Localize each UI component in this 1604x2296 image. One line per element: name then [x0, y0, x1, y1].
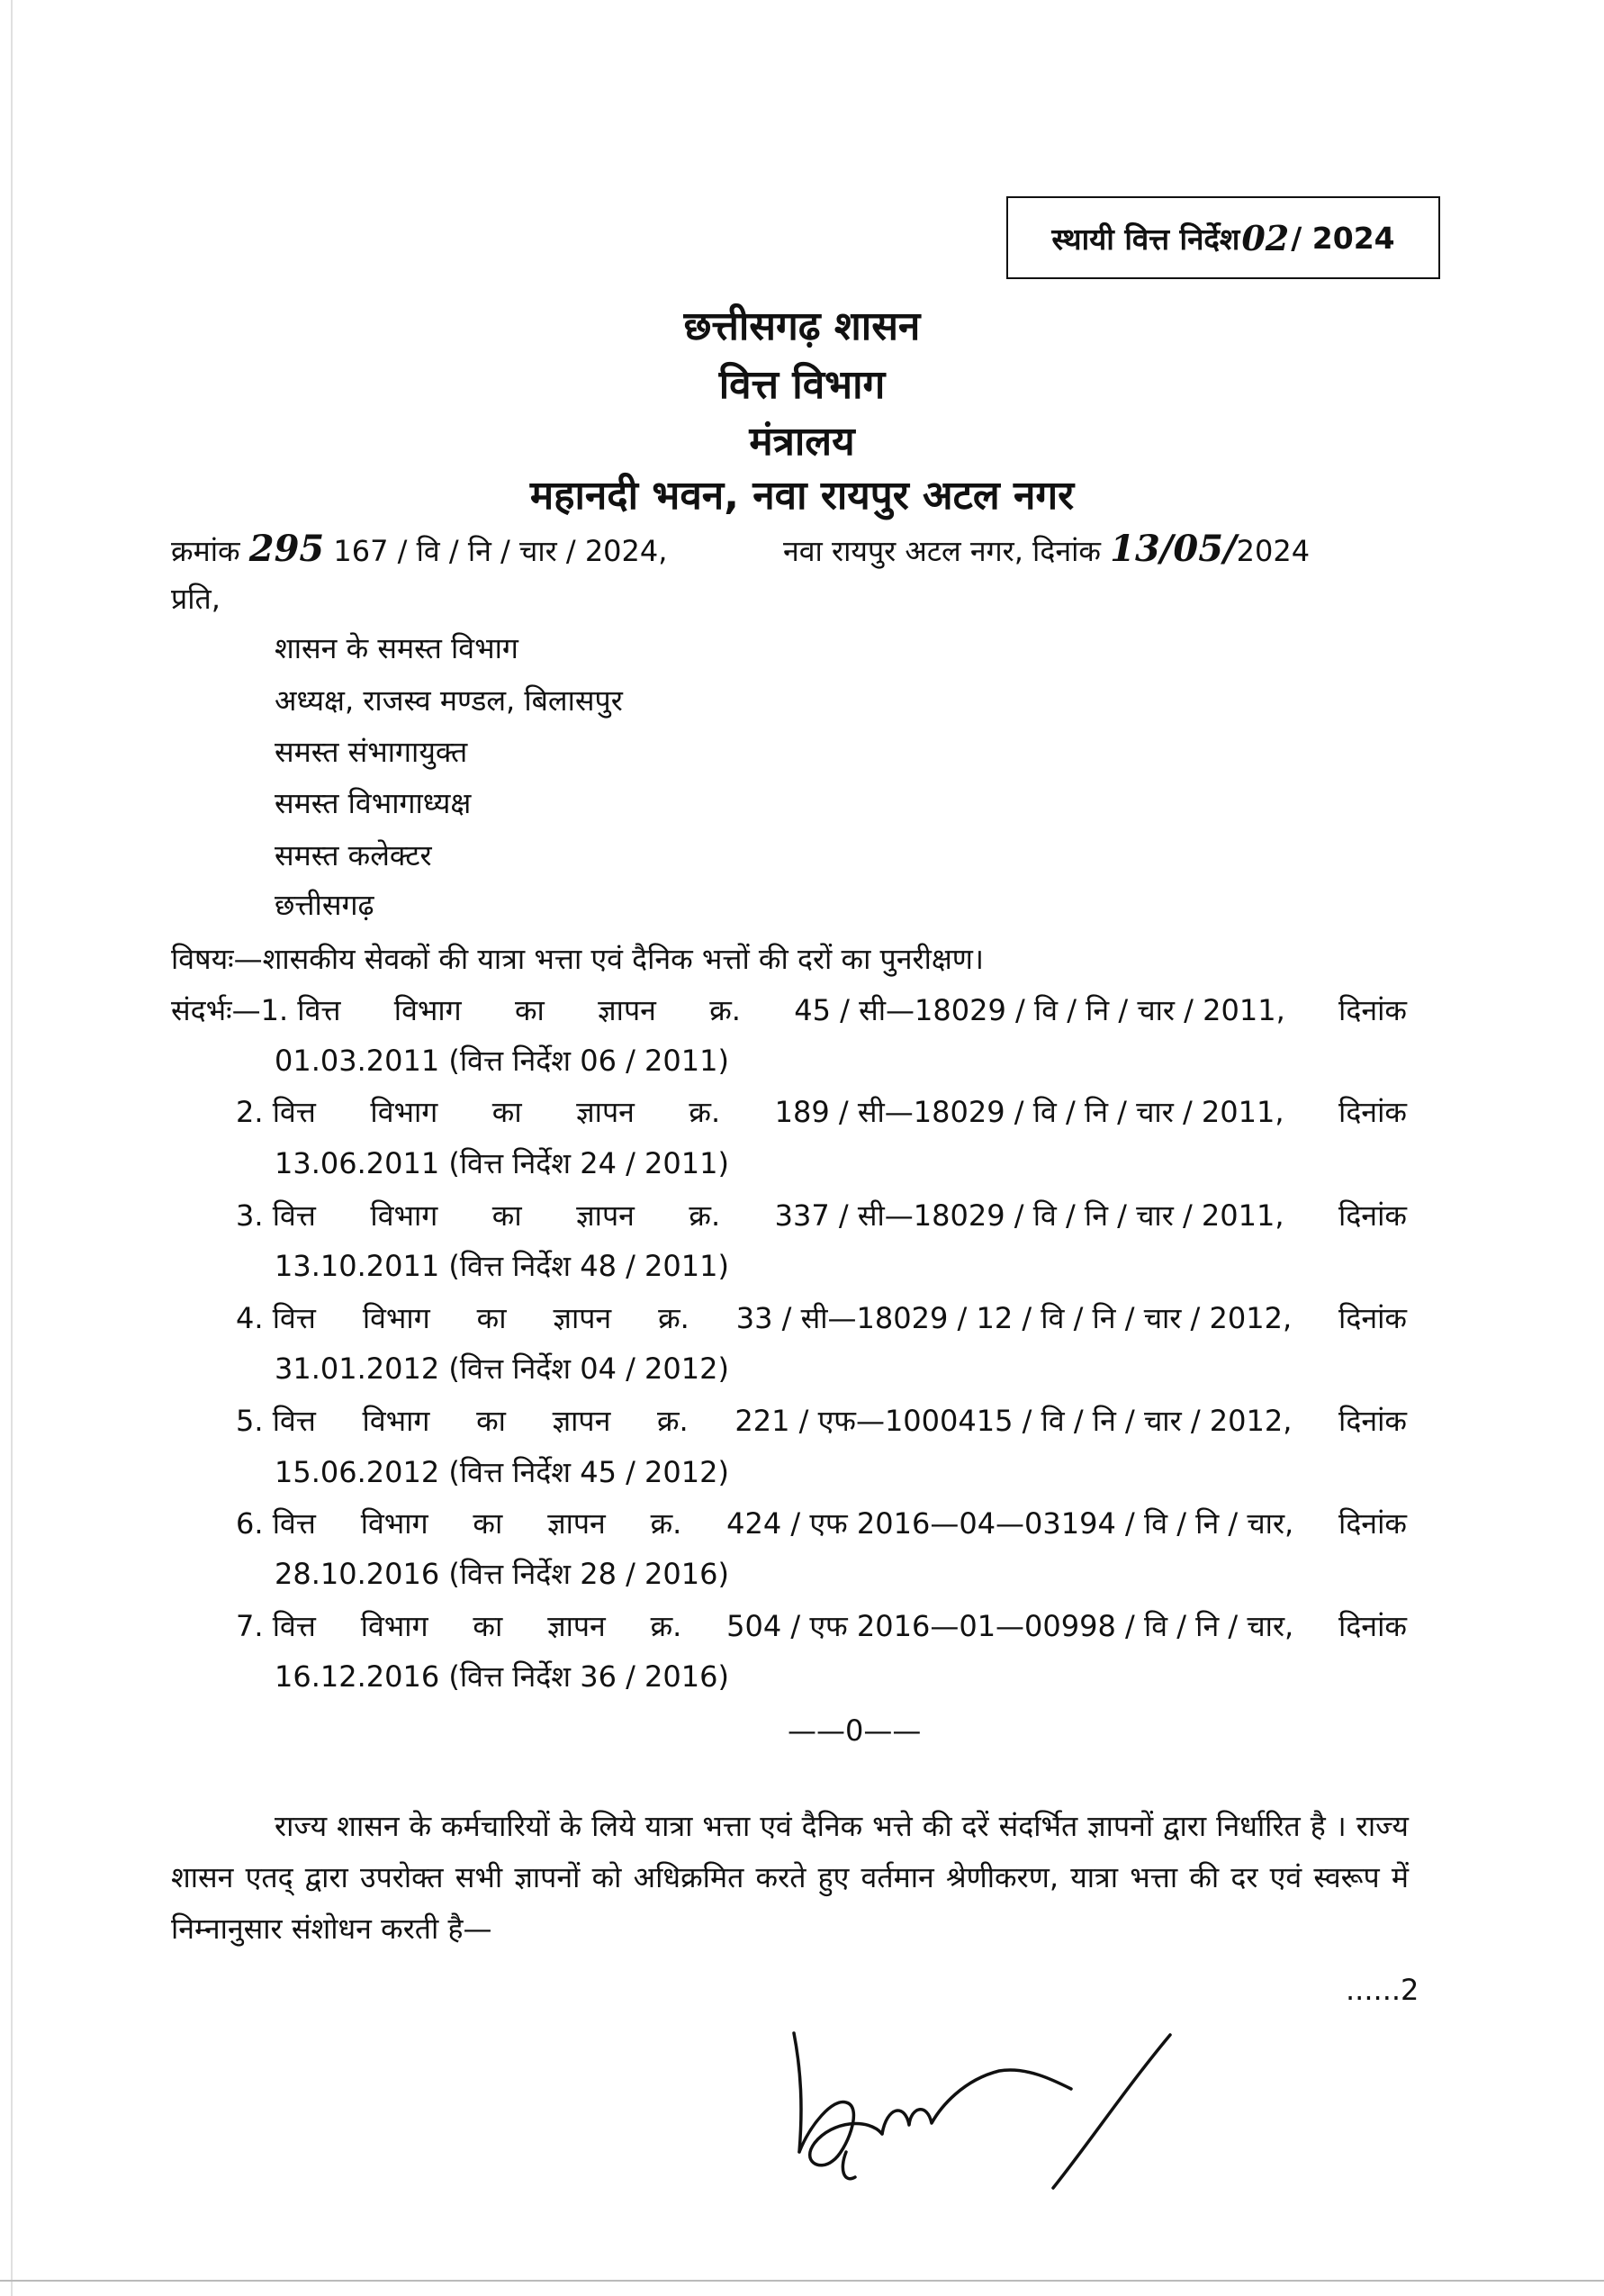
prati-label: प्रति,: [171, 582, 221, 616]
recipient-line: छत्तीसगढ़: [275, 888, 374, 922]
memo-place-date-label: नवा रायपुर अटल नगर, दिनांक: [783, 534, 1101, 568]
recipient-line: समस्त कलेक्टर: [275, 838, 432, 872]
memo-number-handwritten: 295: [248, 528, 325, 570]
reference-item: 6. वित्त विभाग का ज्ञापन क्र. 424 / एफ 2016—04—03194 / वि / नि / चार, दिनांक: [236, 1506, 1407, 1541]
reference-item: 7. वित्त विभाग का ज्ञापन क्र. 504 / एफ 2016—01—00998 / वि / नि / चार, दिनांक: [236, 1609, 1407, 1643]
order-handwritten-number: 02: [1241, 217, 1290, 258]
reference-item-date: 15.06.2012 (वित्त निर्देश 45 / 2012): [275, 1455, 729, 1489]
header-ministry: मंत्रालय: [749, 419, 855, 465]
recipient-line: समस्त विभागाध्यक्ष: [275, 786, 472, 820]
references-label: संदर्भः—: [171, 993, 261, 1027]
memo-number: [171, 528, 668, 570]
memo-date-handwritten: 13/05/: [1110, 528, 1237, 570]
reference-item: 3. वित्त विभाग का ज्ञापन क्र. 337 / सी—18029 / वि / नि / चार / 2011, दिनांक: [236, 1198, 1407, 1233]
order-prefix: स्थायी वित्त निर्देश: [1051, 221, 1240, 257]
order-number-box: [1006, 196, 1440, 279]
header-department: वित्त विभाग: [718, 362, 886, 408]
order-suffix: / 2024: [1291, 220, 1395, 256]
body-paragraph-text: राज्य शासन के कर्मचारियों के लिये यात्रा भत्ता एवं दैनिक भत्ते की दरें संदर्भित ज्ञापनों द्वारा निर्धारित है । राज्य शासन एतद् द्वारा उपरोक्त सभी ज्ञापनों को अधिक्रमित करते हुए वर्तमान श्रेणीकरण, यात्रा भत्ता की दर एवं स्वरूप में निम्नानुसार संशोधन करती है—: [171, 1809, 1409, 1946]
reference-item: 4. वित्त विभाग का ज्ञापन क्र. 33 / सी—18029 / 12 / वि / नि / चार / 2012, दिनांक: [236, 1301, 1407, 1335]
header-address: महानदी भवन, नवा रायपुर अटल नगर: [529, 473, 1075, 519]
reference-item-date: 31.01.2012 (वित्त निर्देश 04 / 2012): [275, 1351, 729, 1386]
body-paragraph: [171, 1801, 1409, 1955]
recipient-line: शासन के समस्त विभाग: [275, 631, 518, 665]
recipient-line: समस्त संभागायुक्त: [275, 735, 468, 769]
reference-item: 5. वित्त विभाग का ज्ञापन क्र. 221 / एफ—1000415 / वि / नि / चार / 2012, दिनांक: [236, 1404, 1407, 1438]
reference-item-date: 13.06.2011 (वित्त निर्देश 24 / 2011): [275, 1146, 729, 1180]
header-government: छत्तीसगढ़ शासन: [683, 303, 921, 349]
subject-line: विषयः—शासकीय सेवकों की यात्रा भत्ता एवं दैनिक भत्तों की दरों का पुनरीक्षण।: [171, 942, 985, 976]
memo-number-rest: 167 / वि / नि / चार / 2024,: [333, 534, 668, 568]
separator: ——0——: [788, 1713, 922, 1748]
reference-item-date: 01.03.2011 (वित्त निर्देश 06 / 2011): [275, 1044, 729, 1078]
reference-item-date: 28.10.2016 (वित्त निर्देश 28 / 2016): [275, 1557, 729, 1591]
signature-mark: [783, 2017, 1188, 2197]
recipient-line: अध्यक्ष, राजस्व मण्डल, बिलासपुर: [275, 683, 623, 718]
memo-date-year: 2024: [1236, 534, 1311, 568]
reference-item: संदर्भः—1. वित्त विभाग का ज्ञापन क्र. 45 / सी—18029 / वि / नि / चार / 2011, दिनांक: [171, 993, 1407, 1027]
reference-item: 2. वित्त विभाग का ज्ञापन क्र. 189 / सी—18029 / वि / नि / चार / 2011, दिनांक: [236, 1095, 1407, 1129]
memo-number-label: क्रमांक: [171, 534, 240, 568]
memo-place-date: [783, 528, 1311, 570]
reference-item-date: 16.12.2016 (वित्त निर्देश 36 / 2016): [275, 1659, 729, 1694]
page-continuation: ......2: [1346, 1973, 1419, 2007]
scan-bottom-edge: [0, 2280, 1604, 2282]
reference-item-date: 13.10.2011 (वित्त निर्देश 48 / 2011): [275, 1249, 729, 1283]
